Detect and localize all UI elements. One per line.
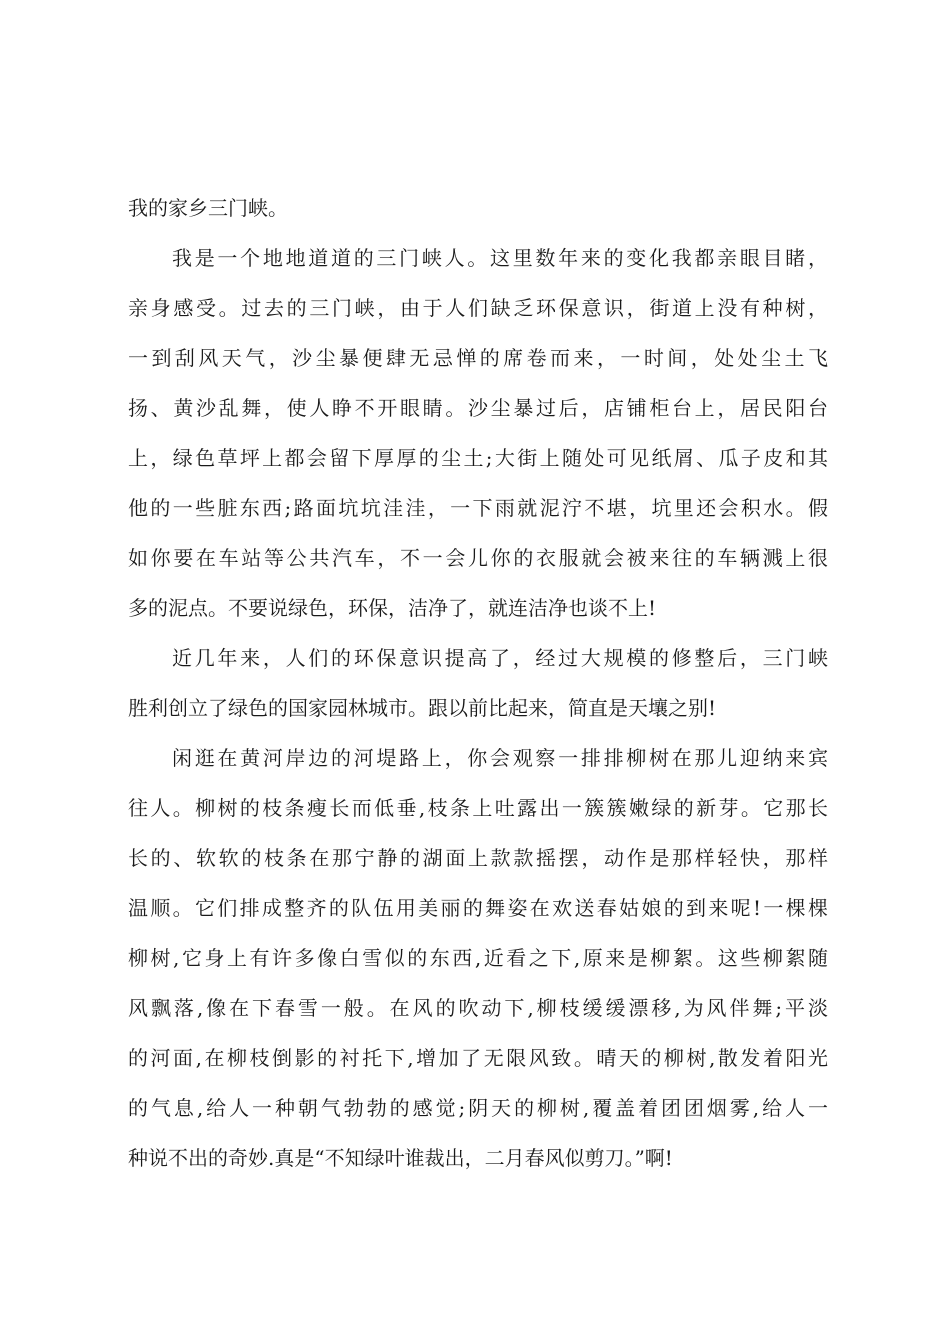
paragraph-line: 的河面,在柳枝倒影的衬托下,增加了无限风致。晴天的柳树,散发着阳光 bbox=[128, 1046, 828, 1070]
paragraph-line: 亲身感受。过去的三门峡，由于人们缺乏环保意识，街道上没有种树， bbox=[128, 296, 828, 320]
paragraph-line: 我是一个地地道道的三门峡人。这里数年来的变化我都亲眼目睹， bbox=[172, 246, 828, 270]
paragraph-line: 我的家乡三门峡。 bbox=[128, 196, 288, 220]
paragraph-line: 温顺。它们排成整齐的队伍用美丽的舞姿在欢送春姑娘的到来呢!一棵棵 bbox=[128, 896, 828, 920]
paragraph-line: 风飘落,像在下春雪一般。在风的吹动下,柳枝缓缓漂移,为风伴舞;平淡 bbox=[128, 996, 828, 1020]
paragraph-line: 柳树,它身上有许多像白雪似的东西,近看之下,原来是柳絮。这些柳絮随 bbox=[128, 946, 828, 970]
paragraph-line: 闲逛在黄河岸边的河堤路上，你会观察一排排柳树在那儿迎纳来宾 bbox=[172, 746, 828, 770]
paragraph-line: 上，绿色草坪上都会留下厚厚的尘土;大街上随处可见纸屑、瓜子皮和其 bbox=[128, 446, 828, 470]
paragraph-line: 一到刮风天气，沙尘暴便肆无忌惮的席卷而来，一时间，处处尘土飞 bbox=[128, 346, 828, 370]
paragraph-line: 多的泥点。不要说绿色，环保，洁净了，就连洁净也谈不上! bbox=[128, 596, 657, 620]
paragraph-line: 近几年来，人们的环保意识提高了，经过大规模的修整后，三门峡 bbox=[172, 646, 828, 670]
paragraph-line: 长的、软软的枝条在那宁静的湖面上款款摇摆，动作是那样轻快，那样 bbox=[128, 846, 828, 870]
paragraph-line: 如你要在车站等公共汽车，不一会儿你的衣服就会被来往的车辆溅上很 bbox=[128, 546, 828, 570]
paragraph-line: 扬、黄沙乱舞，使人睁不开眼睛。沙尘暴过后，店铺柜台上，居民阳台 bbox=[128, 396, 828, 420]
paragraph-line: 往人。柳树的枝条瘦长而低垂,枝条上吐露出一簇簇嫩绿的新芽。它那长 bbox=[128, 796, 828, 820]
paragraph-line: 胜利创立了绿色的国家园林城市。跟以前比起来，简直是天壤之别! bbox=[128, 696, 717, 720]
paragraph-line: 的气息,给人一种朝气勃勃的感觉;阴天的柳树,覆盖着团团烟雾,给人一 bbox=[128, 1096, 828, 1120]
paragraph-line: 他的一些脏东西;路面坑坑洼洼，一下雨就泥泞不堪，坑里还会积水。假 bbox=[128, 496, 828, 520]
paragraph-line: 种说不出的奇妙.真是“不知绿叶谁裁出，二月春风似剪刀。”啊! bbox=[128, 1146, 673, 1170]
